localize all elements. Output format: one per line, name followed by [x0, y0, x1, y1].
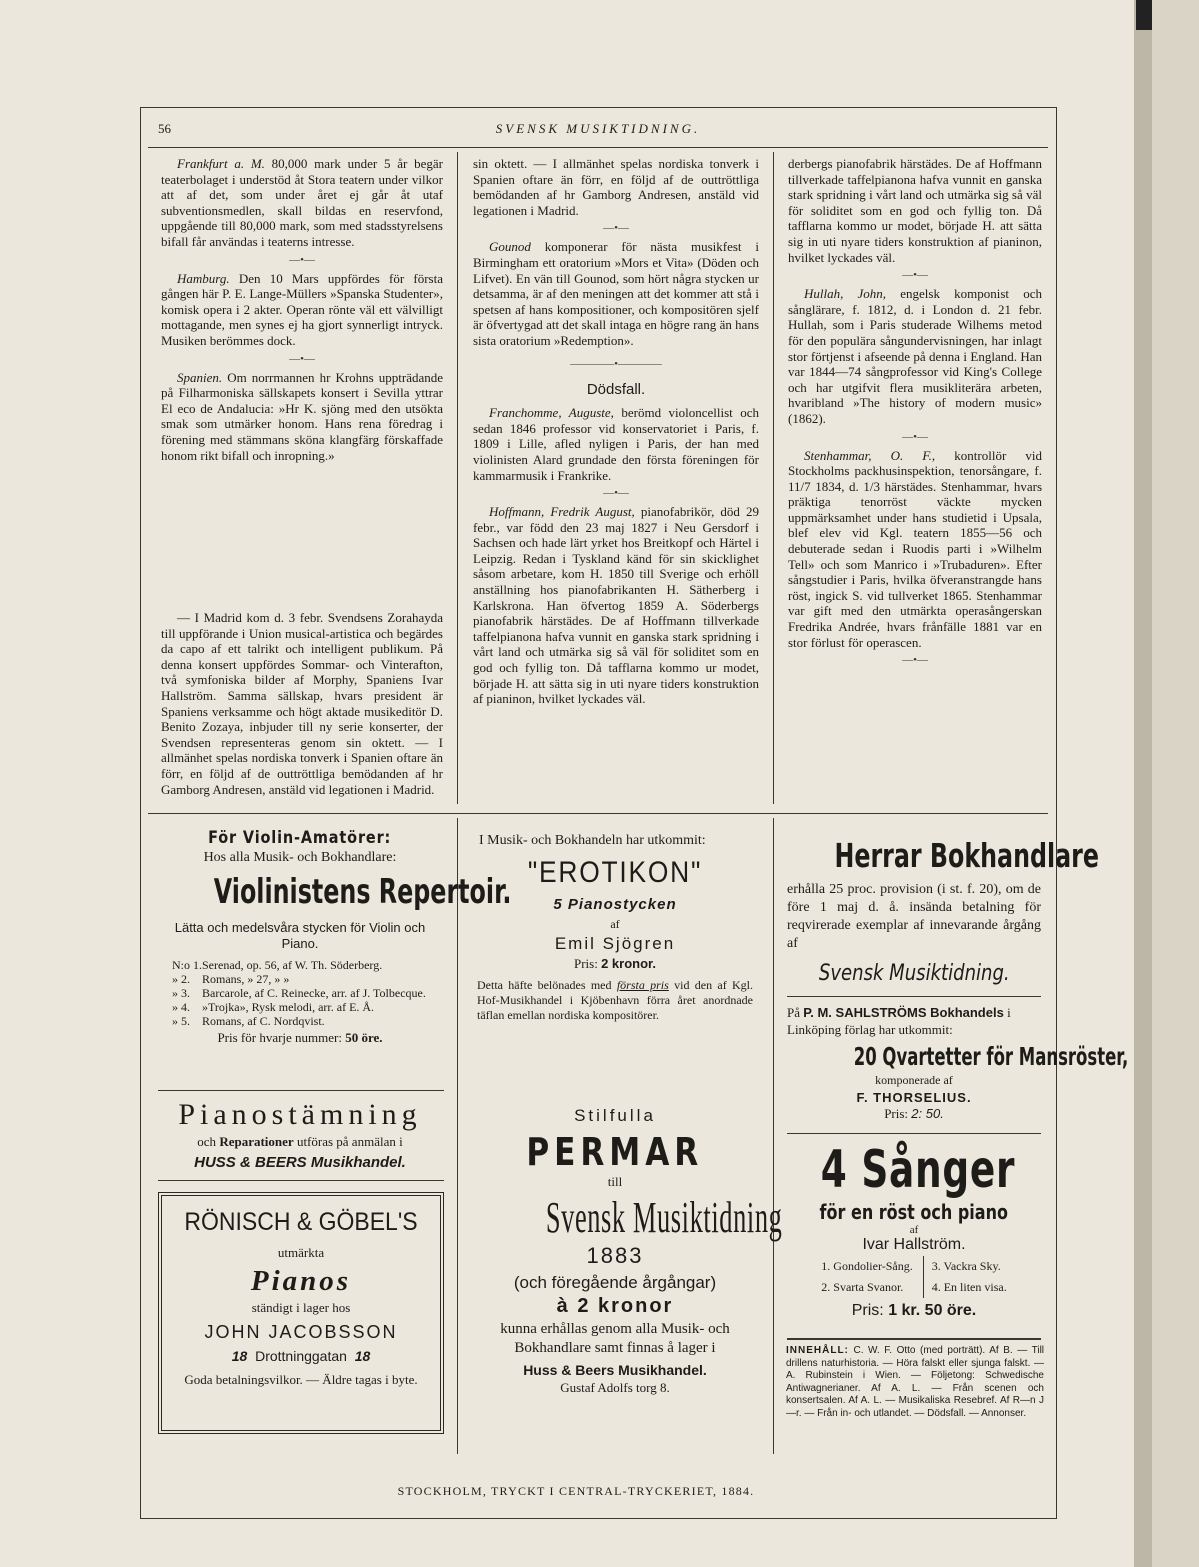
- ad-permar-prev: (och föregående årgångar): [513, 1273, 717, 1292]
- ad-ronisch: [158, 1192, 444, 1434]
- obituary-hullah: Hullah, John, engelsk komponist och sånglärare, f. 1812, d. i London d. 21 febr. Hullah, som i Paris studerade Wilhems metod för den populära sångundervisningen, har inlagt stor förtjenst i afseende på denna i England. Han var 1844—74 sångprofessor vid King's College och har utgifvit flera musikliterära arbeten, hvaribland »The history of modern music» (1862).: [788, 286, 1042, 426]
- column-1-continued: [161, 610, 443, 798]
- song-item: 2. Svarta Svanor.: [821, 1280, 904, 1294]
- ad-piano-tuning-shop: HUSS & BEERS Musikhandel.: [194, 1154, 406, 1171]
- ad-sanger-by: af: [909, 1224, 919, 1236]
- ad-rule: [158, 1090, 444, 1091]
- repertoire-item: [172, 958, 440, 972]
- ad-permar-price: à 2 kronor: [556, 1295, 674, 1317]
- repertoire-title: Romans, af C. Nordqvist.: [202, 1014, 325, 1028]
- ad-erotikon: [467, 832, 763, 1023]
- ornament-divider: —•—: [603, 487, 629, 500]
- page-number: 56: [158, 121, 171, 136]
- ad-rule: [787, 1338, 1041, 1340]
- obituary-franchomme: Franchomme, Auguste, berömd violoncellist och sedan 1846 professor vid konservatoriet i Paris, f. 1809 i Lille, afled nyligen i Paris, der han med violinisten Alard grundade den första föreningen för kammarmusik i Frankrike.: [473, 405, 759, 483]
- ad-ronisch-address: 18 Drottninggatan 18: [231, 1348, 371, 1364]
- ad-sahlstrom-title: 20 Qvartetter för Mansröster,: [853, 1042, 1129, 1071]
- repertoire-title: Romans, » 27, » »: [202, 972, 290, 986]
- ad-bokhandlare: [783, 836, 1100, 986]
- ad-permar-till: till: [607, 1174, 623, 1189]
- ad-ronisch-sub: utmärkta: [277, 1245, 325, 1260]
- ad-piano-tuning: [150, 1096, 450, 1171]
- ad-permar: [467, 1106, 783, 1396]
- ornament-divider: —•—: [902, 430, 928, 443]
- repertoire-number: » 2.: [172, 972, 190, 986]
- ad-ronisch-terms: Goda betalningsvilkor. — Äldre tagas i byte.: [184, 1372, 418, 1387]
- ad-ronisch-dealer: JOHN JACOBSSON: [204, 1322, 398, 1342]
- song-item: 4. En liten visa.: [931, 1280, 1007, 1294]
- ornament-divider: ————•————: [570, 357, 662, 370]
- article-hamburg: Hamburg. Den 10 Mars uppfördes för första gången här P. E. Lange-Müllers »Spanska Studenter», komisk opera i 2 akter. Operan rönte väl ett välvilligt mottagande, men synes ej ha gjort synnerligt intryck. Musiken berömmes dock.: [161, 270, 444, 348]
- repertoire-title: »Trojka», Rysk melodi, arr. af E. Å.: [202, 1000, 375, 1014]
- toc-text: C. W. F. Otto (med porträtt). Af B. — Till drillens naturhistoria. — Höra falskt eller sjunga falskt. — A. Rubinstein i Wien. — Följetong: Schwedische Antiwagnerianer. Af A. L. — Från scenen och konsertsalen. Af A. L. — Musikaliska Resebref. Af R—n J—r. — Från in- och utlandet. — Dödsfall. — Annonser.: [786, 1345, 1045, 1419]
- ad-ronisch-stock: ständigt i lager hos: [251, 1300, 351, 1315]
- table-of-contents: [786, 1345, 1044, 1421]
- ad-violin-title: Violinistens Repertoir.: [213, 872, 512, 912]
- article-gounod: Gounod komponerar för nästa musikfest i Birmingham ett oratorium »Mors et Vita» (Döden och Lifvet). En vän till Gounod, som hört några stycken ur detsamma, är af den meningen att det kommer att stå i spetsen af hans kompositioner, och kompositören sjelf är öfvertygad att det skall intaga en högre rang än hans sista oratorium »Redemption».: [473, 239, 760, 348]
- ornament-divider: —•—: [902, 654, 928, 667]
- header-rule: [148, 147, 1048, 148]
- ad-ronisch-product: Pianos: [250, 1265, 352, 1297]
- ad-permar-shop: Huss & Beers Musikhandel.: [523, 1362, 707, 1378]
- section-title-dodsfall: Dödsfall.: [586, 380, 646, 398]
- ad-rule: [787, 1133, 1041, 1134]
- ad-violin-price: Pris för hvarje nummer: 50 öre.: [217, 1030, 383, 1045]
- ad-permar-title: PERMAR: [526, 1130, 704, 1174]
- ad-bokhandlare-paper: Svensk Musiktidning.: [818, 961, 1010, 986]
- ad-permar-year: 1883: [586, 1243, 644, 1268]
- ad-permar-addr: Gustaf Adolfs torg 8.: [560, 1380, 670, 1395]
- repertoire-number: » 5.: [172, 1014, 190, 1028]
- ornament-divider: —•—: [289, 352, 315, 365]
- obituary-hoffmann: Hoffmann, Fredrik August, pianofabrikör, död 29 febr., var född den 23 maj 1827 i Neu Gersdorf i Sachsen och hade lärt yrket hos Breitkopf och Härtel i Leipzig. Redan i Tyskland känd för sin skicklighet såsom arbetare, kom H. 1850 till Sverige och erhöll anställning hos pianofabrikanten H. Sätherberg i Karlskrona. Han öfvertog 1859 A. Söderbergs pianofabrik härstädes. De af Hoffmann tillverkade taffelpianona hafva vunnit en ganska stark spridning i vårt land och utmärka sig så väl för soliditet som en god och fyllig ton. Då tafflarna kommo ur modet, började H. att sätta sig in uti nyare tiders konstruktion af pianinon, hvilket lyckades väl.: [473, 504, 760, 707]
- ad-violin-sub: Hos alla Musik- och Bokhandlare:: [203, 850, 397, 865]
- obituary-stenhammar: Stenhammar, O. F., kontrollör vid Stockholms packhusinspektion, tenorsångare, f. 11/7 1834, d. 1/3 härstädes. Stenhammar, hvars präktiga tenorröst väckte mycken uppmärksamhet under hans studietid i Upsala, blef elev vid Kgl. teatern 1855—56 och debuterade sedan i Ruodis parti i »Wilhelm Tell» och som Manrico i »Trubaduren». Efter sångstudier i Paris, hvilka öfveranstrangde hans röst, ingick S. vid tullverket 1865. Stenhammar var gift med den utmärkta operasångerskan Fredrika Andrée, hvars frånfälle 1881 var en stor förlust för operascen.: [788, 447, 1042, 650]
- repertoire-item: [172, 1014, 440, 1028]
- article-frankfurt: Frankfurt a. M. 80,000 mark under 5 år begär teaterbolaget i understöd åt Stora teatern under vilkor att af det, som under året ej går åt utaf subventionsmedlen, skall bildas en reservfond, uppgående till 80,000 mark, som med stadsstyrelsens bifall får användas i teaterns intresse.: [161, 156, 443, 249]
- article-spanien: Spanien. Om norrmannen hr Krohns uppträdande på Filharmoniska sällskapets konsert i Sevilla yttrar El eco de Andalucia: »Hr K. sjöng med den utsökta smak som utmärker honom. Hans rena föredrag i förening med stämmans sköna klangfärg förskaffade honom rikt bifall och inropning.»: [161, 369, 444, 463]
- ads-column-rule-1: [457, 818, 458, 1454]
- ad-ronisch-title: RÖNISCH & GÖBEL'S: [184, 1208, 418, 1236]
- ad-violin-desc: Lätta och medelsvåra stycken för Violin och Piano.: [174, 920, 426, 951]
- ad-erotikon-title: "EROTIKON": [527, 856, 703, 889]
- repertoire-number: » 3.: [172, 986, 190, 1000]
- ad-sahlstrom-intro: På P. M. SAHLSTRÖMS Bokhandels i Linköping förlag har utkommit:: [787, 1005, 1011, 1037]
- column-1: [161, 156, 443, 463]
- ad-piano-tuning-title: Pianostämning: [178, 1098, 422, 1131]
- ad-erotikon-price: Pris: 2 kronor.: [573, 956, 656, 971]
- ads-rule: [148, 813, 1048, 814]
- toc-label: INNEHÅLL:: [786, 1345, 849, 1356]
- ad-erotikon-by: af: [610, 917, 620, 931]
- article-madrid: — I Madrid kom d. 3 febr. Svendsens Zorahayda till uppförande i Union musical-artistica och begärdes da capo af ett talrikt och intelligent publikum. På denna konsert uppfördes Sommar- och Vinterafton, två symfoniska bilder af Morphy, Spaniens Ivar Hallström. Samma sällskap, hvars president är Spaniens verksamme och högt aktade musikeditör D. Benito Zozaya, inbjuder till ny serie konserter, der Svendsen representeras genom sin oktett. — I allmänhet spelas nordiska tonverk i Spanien oftare än förr, en följd af de outtröttliga bemödanden af hr Gamborg Andresen, anstäld vid legationen i Madrid.: [161, 610, 443, 797]
- imprint-footer: STOCKHOLM, TRYCKT I CENTRAL-TRYCKERIET, 1884.: [397, 1484, 755, 1498]
- ad-permar-avail: kunna erhållas genom alla Musik- och Bokhandlare samt finnas å lager i: [500, 1321, 730, 1356]
- repertoire-item: [172, 1000, 440, 1014]
- repertoire-number: » 4.: [172, 1000, 190, 1014]
- ad-violin-heading: För Violin-Amatörer:: [208, 828, 392, 848]
- ad-erotikon-intro: I Musik- och Bokhandeln har utkommit:: [479, 833, 706, 848]
- page-header: [158, 119, 1038, 141]
- repertoire-number: N:o 1.: [172, 958, 202, 972]
- ad-sahlstrom-composed: komponerade af: [875, 1073, 953, 1087]
- ad-sanger-title: 4 Sånger: [820, 1140, 1016, 1200]
- ad-sanger-sub: för en röst och piano: [819, 1200, 1009, 1224]
- ad-sahlstrom-price: Pris: 2: 50.: [884, 1106, 944, 1121]
- ad-piano-tuning-line: och Reparationer utföras på anmälan i: [197, 1134, 403, 1149]
- obituary-hoffmann-tail: derbergs pianofabrik härstädes. De af Hoffmann tillverkade taffelpianona hafva vunnit en ganska stark spridning i vårt land och utmärka sig så väl för soliditet som en god och fyllig ton. Då tafflarna kommo ur modet, började H. att sätta sig in uti nyare tiders konstruktion af pianinon, hvilket lyckades väl.: [788, 156, 1042, 265]
- ad-erotikon-composer: Emil Sjögren: [554, 934, 676, 953]
- ad-sanger-price: Pris: 1 kr. 50 öre.: [851, 1302, 977, 1319]
- ad-sanger: [783, 1140, 1045, 1320]
- ad-violin-list: [172, 958, 440, 1028]
- masthead: SVENSK MUSIKTIDNING.: [495, 121, 701, 136]
- article-madrid-tail: sin oktett. — I allmänhet spelas nordiska tonverk i Spanien oftare än förr, en följd af de outtröttliga bemödanden af hr Gamborg Andresen, anstäld vid legationen i Madrid.: [473, 156, 759, 218]
- column-rule-2: [773, 152, 774, 804]
- ad-bokhandlare-title: Herrar Bokhandlare: [834, 836, 1100, 875]
- ad-bokhandlare-body: erhålla 25 proc. provision (i st. f. 20), om de före 1 maj d. å. insända betalning för reqvirerade exemplar af innevarande årgång af: [787, 882, 1041, 951]
- ad-permar-paper: Svensk Musiktidning: [545, 1193, 783, 1242]
- ad-sanger-songs: [783, 1256, 1045, 1298]
- song-item: 3. Vackra Sky.: [931, 1259, 1001, 1273]
- column-3: [788, 156, 1042, 667]
- ad-rule: [787, 996, 1041, 997]
- ad-sahlstrom: [783, 1004, 1129, 1122]
- page-edge-tab: [1136, 0, 1152, 30]
- page-edge: [1134, 0, 1152, 1567]
- ads-column-rule-2: [773, 818, 774, 1454]
- song-item: 1. Gondolier-Sång.: [821, 1259, 913, 1273]
- ornament-divider: —•—: [603, 222, 629, 235]
- ornament-divider: —•—: [289, 253, 315, 266]
- column-2: [473, 156, 759, 707]
- ad-sanger-composer: Ivar Hallström.: [862, 1236, 966, 1253]
- ad-rule: [158, 1180, 444, 1181]
- repertoire-title: Barcarole, af C. Reinecke, arr. af J. Tolbecque.: [202, 986, 426, 1000]
- repertoire-item: [172, 972, 440, 986]
- column-rule-1: [457, 152, 458, 804]
- ad-permar-pre: Stilfulla: [574, 1106, 656, 1125]
- ad-erotikon-note: Detta häfte belönades med första pris vid den af Kgl. Hof-Musikhandel i Kjöbenhavn förra året anordnade täflan emellan nordiska kompositörer.: [477, 978, 754, 1022]
- ad-erotikon-sub: 5 Pianostycken: [553, 896, 677, 913]
- repertoire-title: Serenad, op. 56, af W. Th. Söderberg.: [202, 958, 383, 972]
- ornament-divider: —•—: [902, 269, 928, 282]
- ad-violin: [150, 828, 512, 1046]
- ad-sahlstrom-composer: F. THORSELIUS.: [856, 1090, 972, 1105]
- repertoire-item: [172, 986, 440, 1000]
